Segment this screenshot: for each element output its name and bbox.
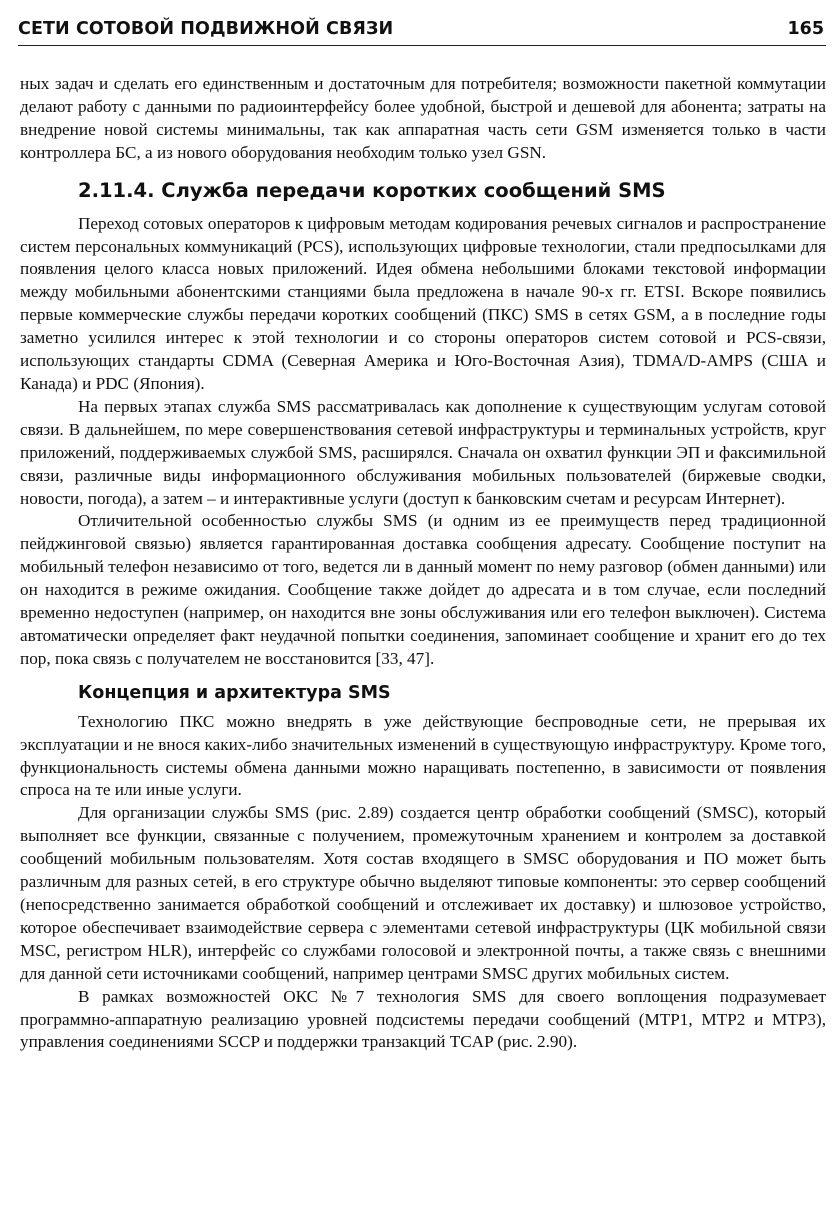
paragraph: Отличительной особенностью службы SMS (и одним из ее преимуществ перед традиционной пейджинговой связью) является гарантированная доставка сообщения адресату. Сообщение поступит на мобильный телефон независимо от того, ведется ли в данный момент по нему разговор (обмен данными) или он находится в режиме ожидания. Сообщение также дойдет до адресата и в том случае, если последний временно недоступен (например, он находится вне зоны обслуживания или его телефон выключен). Система автоматически определяет факт неудачной попытки соединения, запоминает сообщение и хранит его до тех пор, пока связь с получателем не восстановится [33, 47]. bbox=[20, 511, 826, 668]
section-heading: 2.11.4. Служба передачи коротких сообщений SMS bbox=[78, 178, 666, 202]
running-header bbox=[18, 0, 826, 46]
continued-paragraph: ных задач и сделать его единственным и достаточным для потребителя; возможности пакетной коммутации делают работу с данными по радиоинтерфейсу более удобной, быстрой и дешевой для абонента; затраты на внедрение новой системы минимальны, так как аппаратная часть сети GSM изменяется только в части контроллера БС, а из нового оборудования необходим только узел GSN. bbox=[20, 74, 826, 162]
paragraph: На первых этапах служба SMS рассматривалась как дополнение к существующим услугам сотовой связи. В дальнейшем, по мере совершенствования сетевой инфраструктуры и терминальных устройств, круг приложений, поддерживаемых службой SMS, расширялся. Сначала он охватил функции ЭП и факсимильной связи, различные виды информационного обслуживания мобильных пользователей (биржевые сводки, новости, погода), а затем – и интерактивные услуги (доступ к банковским счетам и ресурсам Интернет). bbox=[20, 396, 826, 508]
paragraph: В рамках возможностей ОКС №7 технология SMS для своего воплощения подразумевает программно-аппаратную реализацию уровней подсистемы передачи сообщений (MTP1, MTP2 и MTP3), управления соединениями SCCP и поддержки транзакций TCAP (рис. 2.90). bbox=[20, 986, 826, 1052]
page-number: 165 bbox=[787, 19, 824, 39]
paragraph: Переход сотовых операторов к цифровым методам кодирования речевых сигналов и распространение систем персональных коммуникаций (PCS), использующих цифровые технологии, стали предпосылками для появления целого класса новых приложений. Идея обмена небольшими блоками текстовой информации между мобильными абонентскими станциями была предложена в начале 90-х гг. ETSI. Вскоре появились первые коммерческие службы передачи коротких сообщений (ПКС) SMS в сетях GSM, а в последние годы заметно усилился интерес к этой технологии и со стороны операторов систем сотовой и PCS-связи, использующих стандарты CDMA (Северная Америка и Юго-Восточная Азия), TDMA/D-AMPS (США и Канада) и PDC (Япония). bbox=[20, 213, 826, 393]
paragraph: Для организации службы SMS (рис. 2.89) создается центр обработки сообщений (SMSC), который выполняет все функции, связанные с получением, промежуточным хранением и контролем за доставкой сообщений мобильным пользователям. Хотя состав входящего в SMSC оборудования и ПО может быть различным для разных сетей, в его структуре обычно выделяют типовые компоненты: это сервер сообщений (непосредственно занимается обработкой сообщений и отслеживает их доставку) и шлюзовое устройство, которое обеспечивает взаимодействие сервера с элементами сетевой инфраструктуры (ЦК мобильной связи MSC, регистром HLR), интерфейс со службами голосовой и электронной почты, а также связь с внешними для данной сети источниками сообщений, например центрами SMSC других мобильных систем. bbox=[20, 803, 826, 983]
subsection-heading: Концепция и архитектура SMS bbox=[78, 682, 391, 703]
paragraph: Технологию ПКС можно внедрять в уже действующие беспроводные сети, не прерывая их эксплуатации и не внося каких-либо значительных изменений в существующую инфраструктуру. Кроме того, функциональность системы обмена данными можно наращивать постепенно, в зависимости от появления спроса на те или иные услуги. bbox=[20, 711, 826, 800]
page-body bbox=[20, 73, 826, 1054]
chapter-title: СЕТИ СОТОВОЙ ПОДВИЖНОЙ СВЯЗИ bbox=[18, 19, 394, 39]
